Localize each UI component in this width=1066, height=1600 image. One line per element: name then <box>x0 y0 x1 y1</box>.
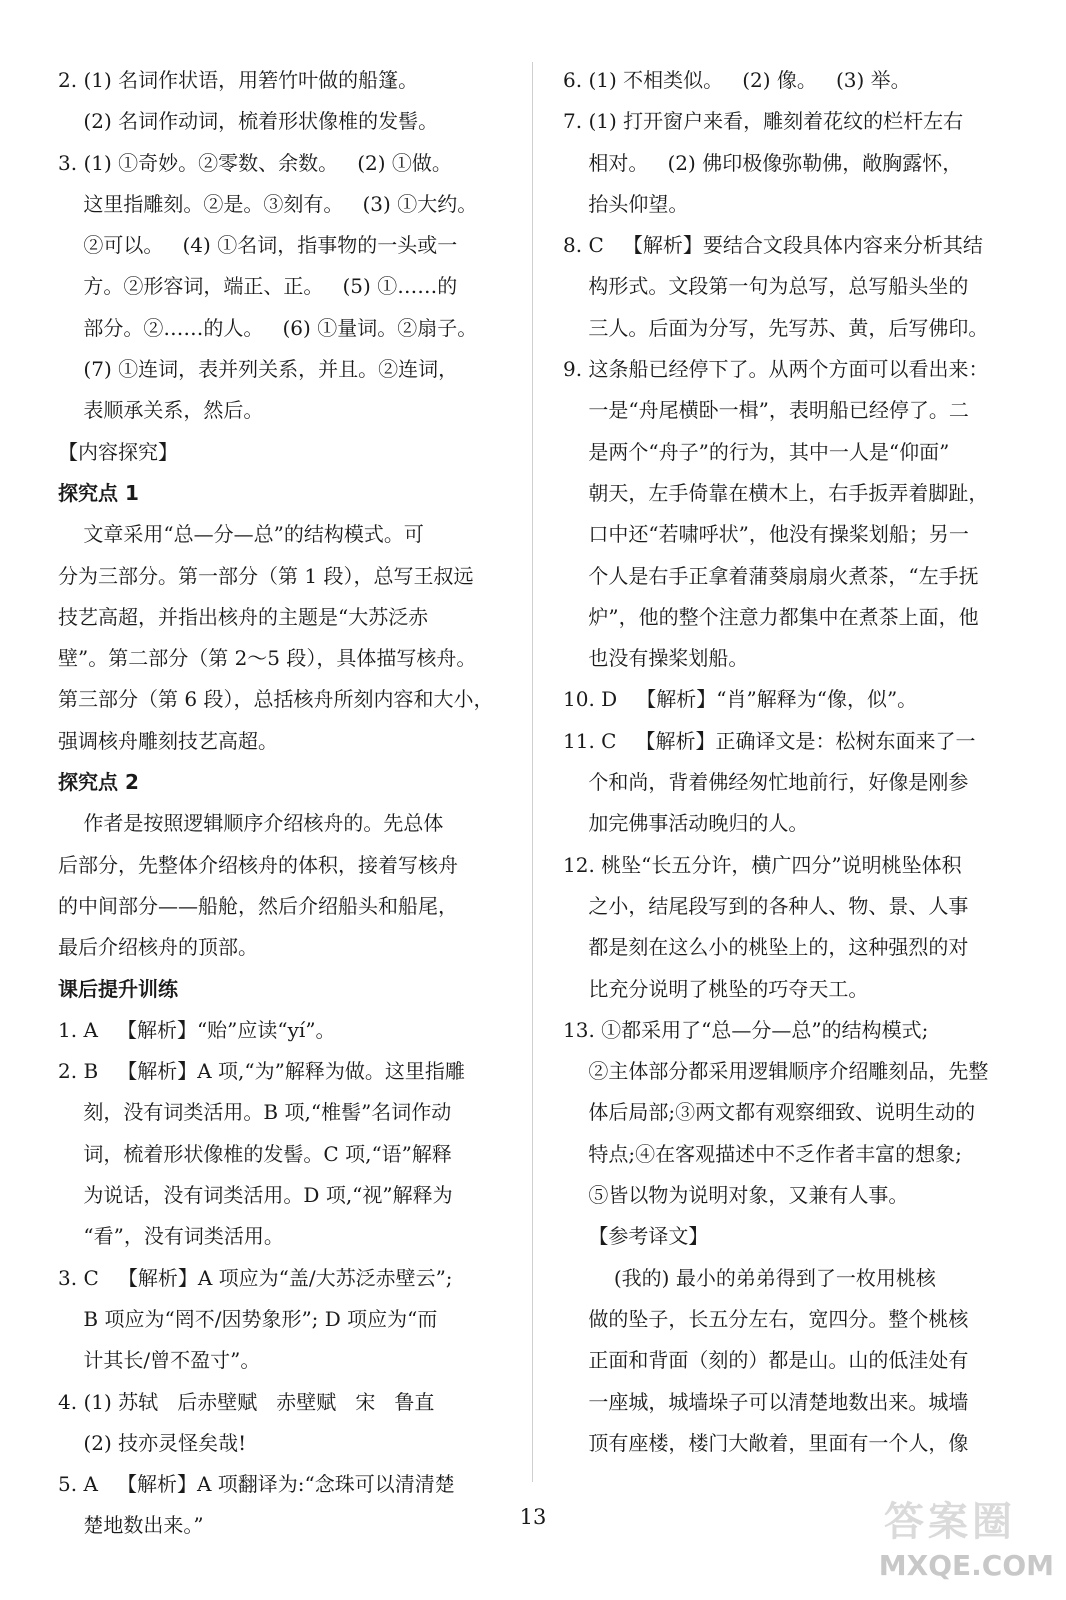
text-line: 一座城，城墙垛子可以清楚地数出来。城墙 <box>563 1389 969 1414</box>
text-line: 之小，结尾段写到的各种人、物、景、人事 <box>563 893 969 918</box>
text-line: 个和尚，背着佛经匆忙地前行，好像是刚参 <box>563 770 969 795</box>
text-line: 部分。②……的人。 (6) ①量词。②扇子。 <box>58 315 478 340</box>
text-line: 这里指雕刻。②是。③刻有。 (3) ①大约。 <box>58 191 478 216</box>
text-line: 壁”。第二部分（第 2～5 段），具体描写核舟。 <box>58 646 477 671</box>
text-line: 作者是按照逻辑顺序介绍核舟的。先总体 <box>58 811 444 836</box>
text-line: 强调核舟雕刻技艺高超。 <box>58 728 278 753</box>
text-line: 都是刻在这么小的桃坠上的，这种强烈的对 <box>563 935 969 960</box>
text-line: ②可以。 (4) ①名词，指事物的一头或一 <box>58 233 458 258</box>
text-line: 楚地数出来。” <box>58 1513 204 1538</box>
text-line: 技艺高超，并指出核舟的主题是“大苏泛赤 <box>58 604 429 629</box>
text-line: 表顺承关系，然后。 <box>58 398 264 423</box>
text-line: 抬头仰望。 <box>563 191 689 216</box>
text-line: 3. (1) ①奇妙。②零数、余数。 (2) ①做。 <box>58 150 452 175</box>
text-line: 为说话，没有词类活用。D 项,“视”解释为 <box>58 1183 453 1208</box>
watermark-url-text: MXQE.COM <box>878 1549 1054 1582</box>
left-column <box>58 60 528 1547</box>
right-column <box>563 60 1033 1464</box>
text-line: 后部分，先整体介绍核舟的体积，接着写核舟 <box>58 852 458 877</box>
text-line: 炉”，他的整个注意力都集中在煮茶上面，他 <box>563 604 979 629</box>
text-line: (2) 名词作动词，梳着形状像椎的发髻。 <box>58 109 439 134</box>
text-line: 文章采用“总—分—总”的结构模式。可 <box>58 522 424 547</box>
text-line: 12. 桃坠“长五分许，横广四分”说明桃坠体积 <box>563 852 962 877</box>
text-line: 正面和背面（刻的）都是山。山的低洼处有 <box>563 1348 969 1373</box>
text-line: 计其长/曾不盈寸”。 <box>58 1348 261 1373</box>
text-line: 特点;④在客观描述中不乏作者丰富的想象; <box>563 1141 962 1166</box>
text-line: ②主体部分都采用逻辑顺序介绍雕刻品，先整 <box>563 1059 989 1084</box>
text-line: 1. A 【解析】“贻”应读“yí”。 <box>58 1017 336 1042</box>
text-line: 3. C 【解析】A 项应为“盖/大苏泛赤壁云”; <box>58 1265 453 1290</box>
column-divider <box>532 62 533 1482</box>
page-number: 13 <box>519 1505 547 1529</box>
text-line: 加完佛事活动晚归的人。 <box>563 811 809 836</box>
text-line: 是两个“舟子”的行为，其中一人是“仰面” <box>563 439 950 464</box>
text-line: 2. B 【解析】A 项,“为”解释为做。这里指雕 <box>58 1059 465 1084</box>
text-line: 9. 这条船已经停下了。从两个方面可以看出来： <box>563 357 989 382</box>
text-line: 6. (1) 不相类似。 (2) 像。 (3) 举。 <box>563 68 911 92</box>
text-line: 11. C 【解析】正确译文是：松树东面来了一 <box>563 728 976 753</box>
text-line: 5. A 【解析】A 项翻译为:“念珠可以清清楚 <box>58 1472 455 1497</box>
text-line: 2. (1) 名词作状语，用箬竹叶做的船篷。 <box>58 68 419 92</box>
text-line: 相对。 (2) 佛印极像弥勒佛，敞胸露怀， <box>563 150 963 175</box>
text-line: 【参考译文】 <box>563 1224 709 1249</box>
text-line: 口中还“若啸呼状”，他没有操桨划船；另一 <box>563 522 969 547</box>
text-line: (2) 技亦灵怪矣哉! <box>58 1430 247 1455</box>
text-line: 课后提升训练 <box>58 976 178 1001</box>
text-line: 做的坠子，长五分左右，宽四分。整个桃核 <box>563 1306 969 1331</box>
text-line: 4. (1) 苏轼 后赤壁赋 赤壁赋 宋 鲁直 <box>58 1389 435 1414</box>
text-line: (7) ①连词，表并列关系，并且。②连词， <box>58 357 459 382</box>
text-line: 朝天，左手倚靠在横木上，右手扳弄着脚趾， <box>563 480 989 505</box>
watermark-top-text: 答案圈 <box>884 1499 1016 1545</box>
text-line: 词，梳着形状像椎的发髻。C 项,“语”解释 <box>58 1141 452 1166</box>
text-line: 个人是右手正拿着蒲葵扇扇火煮茶，“左手抚 <box>563 563 979 588</box>
text-line: 探究点 2 <box>58 770 139 795</box>
text-line: 探究点 1 <box>58 480 139 505</box>
text-line: 分为三部分。第一部分（第 1 段），总写王叔远 <box>58 563 474 588</box>
text-line: 体后局部;③两文都有观察细致、说明生动的 <box>563 1100 976 1125</box>
text-line: 比充分说明了桃坠的巧夺天工。 <box>563 976 869 1001</box>
text-line: B 项应为“罔不/因势象形”; D 项应为“而 <box>58 1306 438 1331</box>
text-line: 13. ①都采用了“总—分—总”的结构模式; <box>563 1017 929 1042</box>
text-line: 顶有座楼，楼门大敞着，里面有一个人，像 <box>563 1430 969 1455</box>
text-line: 三人。后面为分写，先写苏、黄，后写佛印。 <box>563 315 989 340</box>
text-line: 方。②形容词，端正、正。 (5) ①……的 <box>58 274 458 299</box>
text-line: (我的) 最小的弟弟得到了一枚用桃核 <box>563 1265 936 1290</box>
text-line: “看”，没有词类活用。 <box>58 1224 284 1249</box>
text-line: 7. (1) 打开窗户来看，雕刻着花纹的栏杆左右 <box>563 109 964 134</box>
text-line: 【内容探究】 <box>58 439 178 464</box>
text-line: 刻，没有词类活用。B 项,“椎髻”名词作动 <box>58 1100 452 1125</box>
text-line: 8. C 【解析】要结合文段具体内容来分析其结 <box>563 233 983 258</box>
text-line: 第三部分（第 6 段），总括核舟所刻内容和大小， <box>58 687 494 712</box>
text-line: ⑤皆以物为说明对象，又兼有人事。 <box>563 1183 909 1208</box>
text-line: 最后介绍核舟的顶部。 <box>58 935 258 960</box>
text-line: 构形式。文段第一句为总写，总写船头坐的 <box>563 274 969 299</box>
text-line: 一是“舟尾横卧一楫”，表明船已经停了。二 <box>563 398 969 423</box>
text-line: 10. D 【解析】“肖”解释为“像，似”。 <box>563 687 918 712</box>
watermark-logo <box>838 1496 1062 1596</box>
text-line: 也没有操桨划船。 <box>563 646 749 671</box>
text-line: 的中间部分——船舱，然后介绍船头和船尾， <box>58 893 458 918</box>
